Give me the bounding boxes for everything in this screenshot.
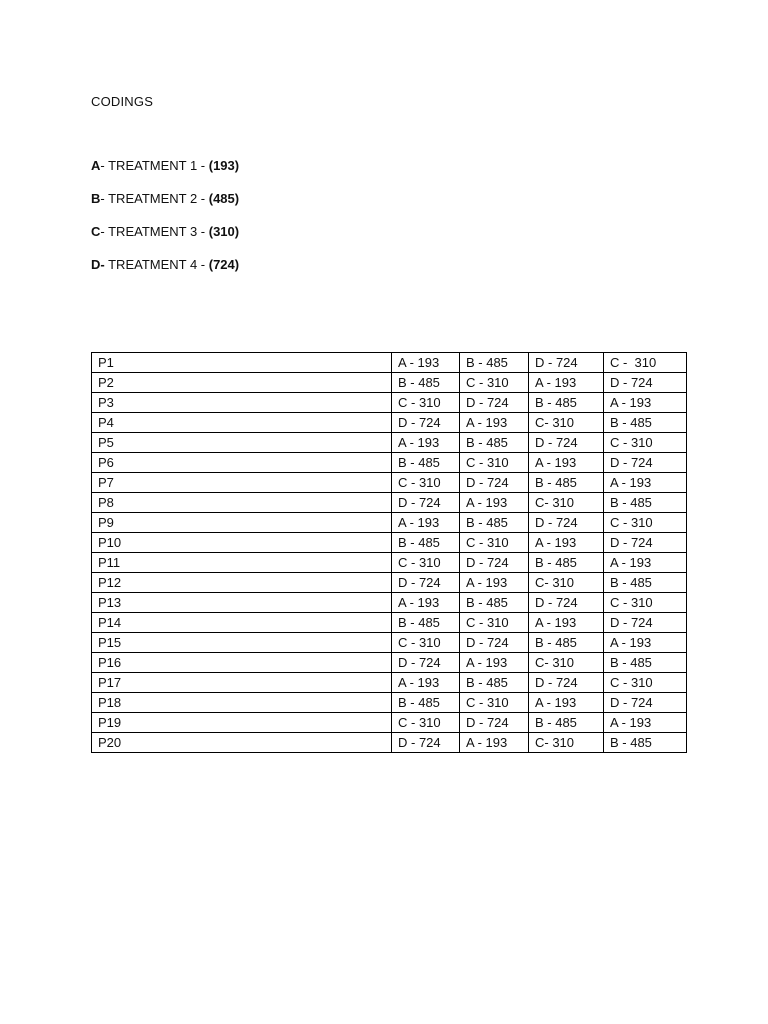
table-row bbox=[92, 553, 687, 573]
table-row bbox=[92, 473, 687, 493]
treatment-cell: B - 485 bbox=[529, 633, 604, 653]
treatment-cell: D - 724 bbox=[529, 433, 604, 453]
table-body bbox=[92, 353, 687, 753]
treatment-cell: A - 193 bbox=[392, 513, 460, 533]
treatment-cell: A - 193 bbox=[529, 533, 604, 553]
table-row bbox=[92, 673, 687, 693]
treatment-cell: A - 193 bbox=[460, 733, 529, 753]
treatment-cell: A - 193 bbox=[604, 633, 687, 653]
participant-cell: P18 bbox=[92, 693, 392, 713]
page-title: CODINGS bbox=[91, 94, 154, 109]
legend-item-a bbox=[91, 158, 239, 191]
treatment-cell: D - 724 bbox=[529, 593, 604, 613]
legend-separator: - bbox=[100, 224, 109, 239]
treatment-cell: C - 310 bbox=[392, 633, 460, 653]
treatment-cell: C - 310 bbox=[460, 613, 529, 633]
treatment-cell: D - 724 bbox=[604, 453, 687, 473]
table-row bbox=[92, 593, 687, 613]
treatment-cell: C - 310 bbox=[460, 693, 529, 713]
treatment-cell: B - 485 bbox=[604, 413, 687, 433]
table-row bbox=[92, 433, 687, 453]
table-row bbox=[92, 573, 687, 593]
participant-cell: P14 bbox=[92, 613, 392, 633]
treatment-cell: A - 193 bbox=[604, 553, 687, 573]
treatment-cell: C - 310 bbox=[392, 393, 460, 413]
treatment-cell: D - 724 bbox=[529, 673, 604, 693]
treatment-cell: C - 310 bbox=[392, 553, 460, 573]
participant-cell: P9 bbox=[92, 513, 392, 533]
treatment-cell: C - 310 bbox=[604, 353, 687, 373]
treatment-cell: B - 485 bbox=[529, 713, 604, 733]
treatment-cell: D - 724 bbox=[392, 493, 460, 513]
treatment-cell: D - 724 bbox=[460, 473, 529, 493]
treatment-cell: B - 485 bbox=[460, 593, 529, 613]
participant-cell: P5 bbox=[92, 433, 392, 453]
treatment-cell: A - 193 bbox=[392, 673, 460, 693]
treatment-cell: C - 310 bbox=[460, 373, 529, 393]
treatment-cell: B - 485 bbox=[529, 553, 604, 573]
treatment-cell: D - 724 bbox=[392, 573, 460, 593]
participant-cell: P13 bbox=[92, 593, 392, 613]
treatment-cell: C- 310 bbox=[529, 493, 604, 513]
treatment-cell: A - 193 bbox=[460, 413, 529, 433]
participant-cell: P12 bbox=[92, 573, 392, 593]
treatment-cell: B - 485 bbox=[529, 393, 604, 413]
participant-cell: P11 bbox=[92, 553, 392, 573]
treatment-cell: D - 724 bbox=[392, 653, 460, 673]
treatment-cell: B - 485 bbox=[460, 433, 529, 453]
treatment-cell: B - 485 bbox=[460, 353, 529, 373]
legend-code: B bbox=[91, 191, 101, 206]
table-row bbox=[92, 373, 687, 393]
treatment-cell: A - 193 bbox=[460, 653, 529, 673]
treatment-cell: A - 193 bbox=[604, 713, 687, 733]
treatment-cell: A - 193 bbox=[529, 613, 604, 633]
legend-label: TREATMENT 1 - bbox=[108, 158, 209, 173]
legend-value: (193) bbox=[208, 158, 240, 173]
participant-cell: P7 bbox=[92, 473, 392, 493]
legend-item-b bbox=[91, 191, 239, 224]
participant-cell: P19 bbox=[92, 713, 392, 733]
participant-cell: P10 bbox=[92, 533, 392, 553]
legend-item-c bbox=[91, 224, 239, 257]
treatment-cell: C - 310 bbox=[604, 673, 687, 693]
treatment-cell: B - 485 bbox=[392, 533, 460, 553]
treatment-cell: D - 724 bbox=[604, 613, 687, 633]
legend-label: TREATMENT 2 - bbox=[108, 191, 209, 206]
treatment-cell: A - 193 bbox=[460, 493, 529, 513]
treatment-cell: B - 485 bbox=[604, 573, 687, 593]
treatment-cell: D - 724 bbox=[392, 733, 460, 753]
legend-separator: - bbox=[100, 191, 109, 206]
treatment-cell: A - 193 bbox=[604, 393, 687, 413]
participant-cell: P17 bbox=[92, 673, 392, 693]
legend-code: A bbox=[91, 158, 101, 173]
participant-cell: P6 bbox=[92, 453, 392, 473]
treatment-cell: C - 310 bbox=[460, 533, 529, 553]
treatment-cell: C - 310 bbox=[604, 593, 687, 613]
treatment-cell: D - 724 bbox=[604, 693, 687, 713]
table-row bbox=[92, 513, 687, 533]
table-row bbox=[92, 733, 687, 753]
treatment-cell: D - 724 bbox=[460, 553, 529, 573]
treatment-cell: A - 193 bbox=[529, 693, 604, 713]
treatment-cell: B - 485 bbox=[392, 373, 460, 393]
participant-cell: P16 bbox=[92, 653, 392, 673]
legend-item-d bbox=[91, 257, 239, 290]
participant-cell: P4 bbox=[92, 413, 392, 433]
treatment-cell: B - 485 bbox=[604, 653, 687, 673]
legend-code: C bbox=[91, 224, 101, 239]
legend-label: TREATMENT 4 - bbox=[108, 257, 209, 272]
table-row bbox=[92, 713, 687, 733]
treatment-cell: A - 193 bbox=[392, 433, 460, 453]
treatment-cell: D - 724 bbox=[529, 353, 604, 373]
legend-label: TREATMENT 3 - bbox=[108, 224, 209, 239]
table-row bbox=[92, 693, 687, 713]
participant-cell: P2 bbox=[92, 373, 392, 393]
treatment-schedule-table bbox=[91, 352, 687, 753]
treatment-cell: A - 193 bbox=[529, 373, 604, 393]
table-row bbox=[92, 533, 687, 553]
legend-separator: - bbox=[100, 158, 109, 173]
treatment-cell: D - 724 bbox=[392, 413, 460, 433]
participant-cell: P3 bbox=[92, 393, 392, 413]
participant-cell: P1 bbox=[92, 353, 392, 373]
treatment-cell: A - 193 bbox=[529, 453, 604, 473]
treatment-cell: D - 724 bbox=[604, 533, 687, 553]
table-row bbox=[92, 613, 687, 633]
treatment-cell: A - 193 bbox=[392, 593, 460, 613]
treatment-cell: B - 485 bbox=[604, 733, 687, 753]
treatment-cell: C - 310 bbox=[604, 433, 687, 453]
treatment-cell: D - 724 bbox=[604, 373, 687, 393]
table-row bbox=[92, 413, 687, 433]
treatment-cell: C - 310 bbox=[460, 453, 529, 473]
table-row bbox=[92, 393, 687, 413]
treatment-cell: C - 310 bbox=[392, 473, 460, 493]
legend-value: (485) bbox=[208, 191, 240, 206]
treatment-cell: B - 485 bbox=[460, 513, 529, 533]
treatment-cell: B - 485 bbox=[392, 613, 460, 633]
participant-cell: P8 bbox=[92, 493, 392, 513]
treatment-cell: A - 193 bbox=[460, 573, 529, 593]
table-row bbox=[92, 493, 687, 513]
treatment-cell: C- 310 bbox=[529, 413, 604, 433]
treatment-cell: C- 310 bbox=[529, 653, 604, 673]
treatment-cell: C - 310 bbox=[392, 713, 460, 733]
table-row bbox=[92, 653, 687, 673]
participant-cell: P20 bbox=[92, 733, 392, 753]
treatment-cell: C- 310 bbox=[529, 733, 604, 753]
treatment-cell: A - 193 bbox=[392, 353, 460, 373]
treatment-legend bbox=[91, 158, 239, 290]
treatment-cell: C - 310 bbox=[604, 513, 687, 533]
treatment-cell: D - 724 bbox=[460, 633, 529, 653]
table-row bbox=[92, 353, 687, 373]
legend-value: (724) bbox=[208, 257, 240, 272]
treatment-cell: A - 193 bbox=[604, 473, 687, 493]
treatment-cell: D - 724 bbox=[460, 713, 529, 733]
treatment-cell: B - 485 bbox=[529, 473, 604, 493]
treatment-cell: B - 485 bbox=[604, 493, 687, 513]
treatment-cell: D - 724 bbox=[460, 393, 529, 413]
legend-value: (310) bbox=[208, 224, 240, 239]
treatment-cell: B - 485 bbox=[392, 453, 460, 473]
table-row bbox=[92, 453, 687, 473]
legend-code: D- bbox=[91, 257, 105, 272]
treatment-cell: D - 724 bbox=[529, 513, 604, 533]
treatment-cell: C- 310 bbox=[529, 573, 604, 593]
table-row bbox=[92, 633, 687, 653]
treatment-cell: B - 485 bbox=[460, 673, 529, 693]
treatment-cell: B - 485 bbox=[392, 693, 460, 713]
participant-cell: P15 bbox=[92, 633, 392, 653]
